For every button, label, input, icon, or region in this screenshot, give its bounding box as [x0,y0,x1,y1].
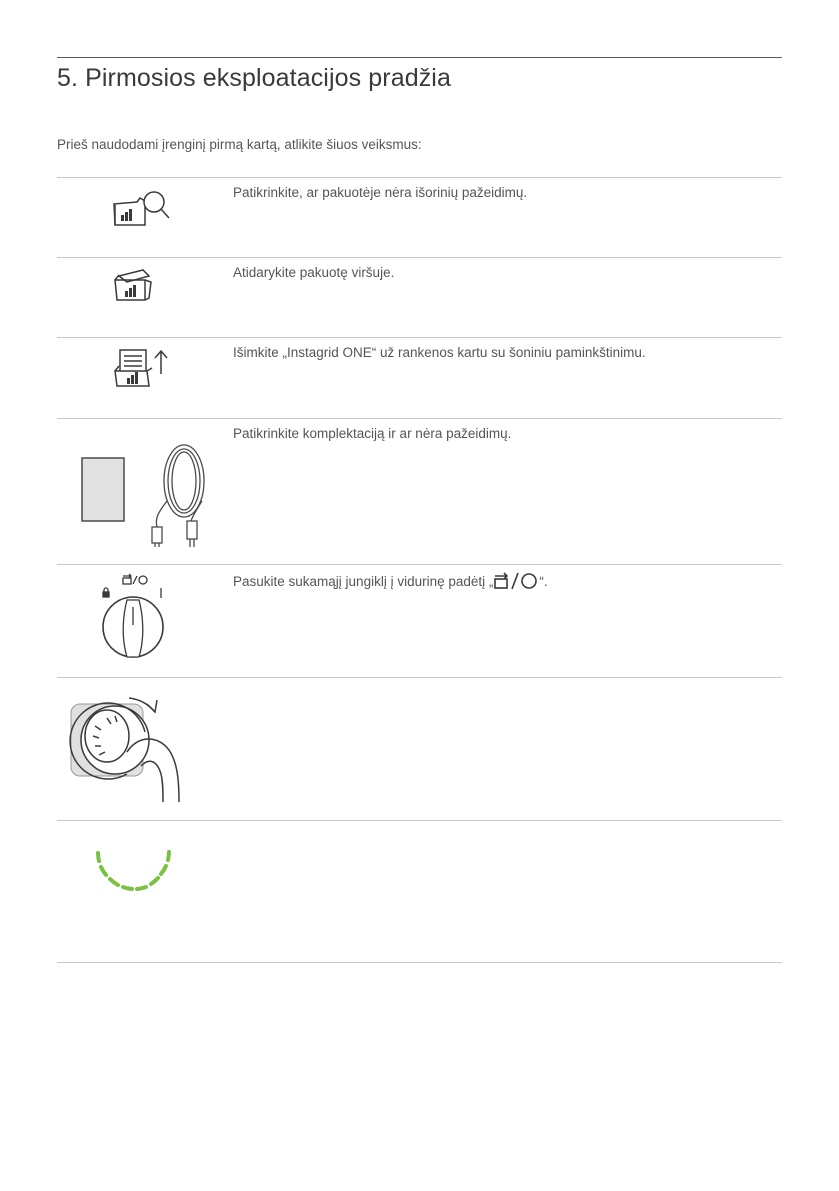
step-text: Išimkite „Instagrid ONE“ už rankenos kartu su šoniniu paminkštinimu. [233,345,646,360]
step-row-4 [57,418,782,564]
intro-text: Prieš naudodami įrenginį pirmą kartą, atlikite šiuos veiksmus: [57,137,422,152]
step-text: Patikrinkite, ar pakuotėje nėra išorinių pažeidimų. [233,185,528,200]
step-text: Atidarykite pakuotę viršuje. [233,265,395,280]
step-text-before: Pasukite sukamąjį jungiklį į vidurinę padėtį „ [233,574,494,589]
remove-device-icon [57,338,217,418]
step-text-after: “. [539,574,548,589]
step-row-1 [57,177,782,257]
open-package-icon [57,258,217,337]
plug-insert-rotate-icon [57,678,217,820]
step-row-6 [57,677,782,820]
rotary-switch-icon [57,565,217,677]
step-text: Patikrinkite komplektaciją ir ar nėra pažeidimų. [233,426,512,441]
step-row-7 [57,820,782,963]
green-charge-ring-icon [57,821,217,962]
step-row-5 [57,564,782,677]
step-text [233,572,548,593]
step-row-2 [57,257,782,337]
mode-symbol-icon [493,572,539,593]
manual-and-cable-icon [57,419,217,564]
top-rule [57,57,782,58]
package-magnifier-icon [57,178,217,257]
page-title: 5. Pirmosios eksploatacijos pradžia [57,64,451,92]
step-row-3 [57,337,782,418]
steps-table [57,177,782,963]
